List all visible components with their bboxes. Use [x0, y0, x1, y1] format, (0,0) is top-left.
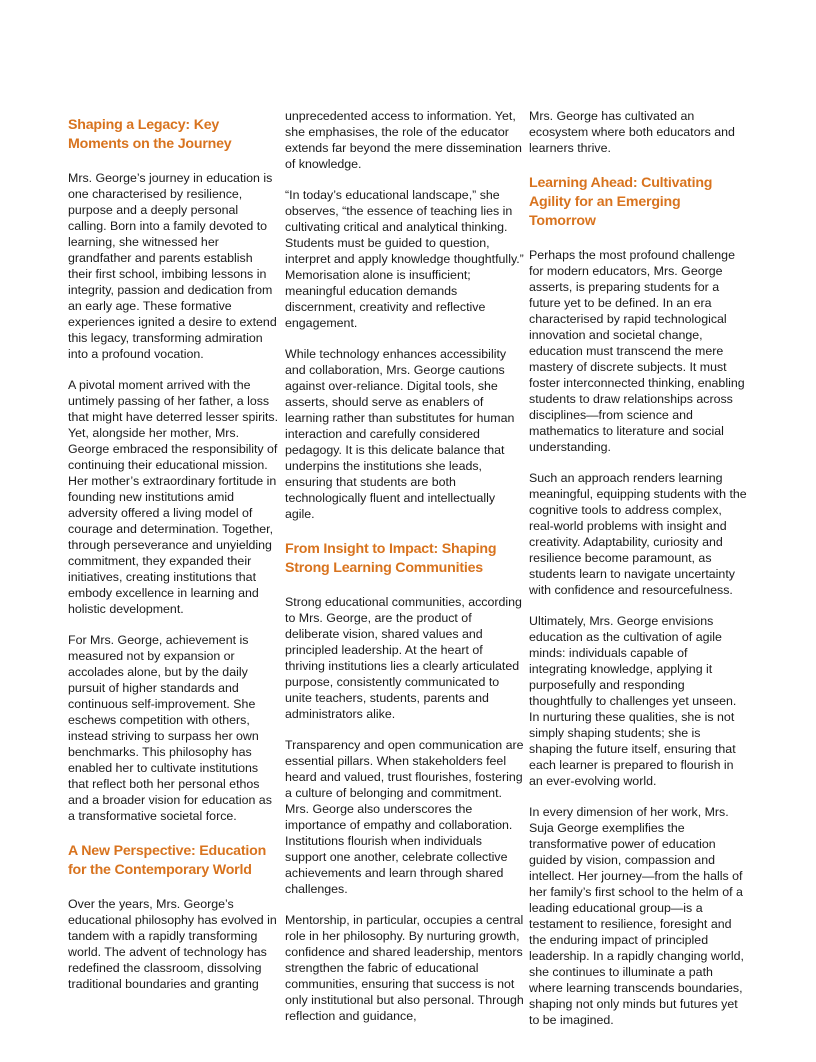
paragraph: Transparency and open communication are essential pillars. When stakeholders feel heard and valued, trust flourishes, fostering a culture of belonging and commitment. Mrs. George also underscores the importance of empathy and collaboration. Institutions flourish when individuals support one another, celebrate collective achievements and learn through shared challenges.: [285, 738, 524, 896]
paragraph: Such an approach renders learning meaningful, equipping students with the cognitive tools to address complex, real-world problems with insight and creativity. Adaptability, curiosity and resilience become paramount, as students learn to navigate uncertainty with confidence and resourcefulness.: [529, 471, 747, 597]
paragraph: While technology enhances accessibility and collaboration, Mrs. George cautions against over-reliance. Digital tools, she asserts, should serve as enablers of learning rather than substitutes for human interaction and carefully considered pedagogy. It is this delicate balance that underpins the institutions she leads, ensuring that students are both technologically fluent and intellectually agile.: [285, 347, 515, 521]
paragraph: Strong educational communities, according to Mrs. George, are the product of deliberate vision, shared values and principled leadership. At the heart of thriving institutions lies a clearly articulated purpose, consistently communicated to unite teachers, students, parents and administrators alike.: [285, 595, 522, 721]
paragraph: Mentorship, in particular, occupies a central role in her philosophy. By nurturing growth, confidence and shared leadership, mentors strengthen the fabric of educational communities, ensuring that success is not only institutional but also personal. Through reflection and guidance,: [285, 913, 524, 1023]
column-middle: [285, 108, 525, 1039]
paragraph: In every dimension of her work, Mrs. Suja George exemplifies the transformative power of education guided by vision, compassion and intellect. Her journey—from the halls of her family’s first school to the helm of a leading educational group—is a testament to resilience, foresight and the enduring impact of principled leadership. In a rapidly changing world, she continues to illuminate a path where learning transcends boundaries, shaping not only minds but futures yet to be imagined.: [529, 805, 744, 1027]
column-right: [529, 108, 747, 1043]
section-heading-new-perspective: A New Perspective: Education for the Contemporary World: [68, 843, 267, 878]
paragraph: Mrs. George’s journey in education is one characterised by resilience, purpose and a deeply personal calling. Born into a family devoted to learning, she witnessed her grandfather and parents establish their first school, imbibing lessons in integrity, passion and dedication from an early age. These formative experiences ignited a desire to extend this legacy, transforming admiration into a profound vocation.: [68, 171, 277, 361]
paragraph: Ultimately, Mrs. George envisions education as the cultivation of agile minds: individuals capable of integrating knowledge, applying it purposefully and responding thoughtfully to challenges yet unseen. In nurturing these qualities, she is not simply shaping students; she is shaping the future itself, ensuring that each learner is prepared to flourish in an ever-evolving world.: [529, 614, 737, 788]
paragraph: A pivotal moment arrived with the untimely passing of her father, a loss that might have deterred lesser spirits. Yet, alongside her mother, Mrs. George embraced the responsibility of continuing their educational mission. Her mother’s extraordinary fortitude in founding new institutions amid adversity offered a living model of courage and determination. Together, through perseverance and unyielding commitment, they expanded their initiatives, creating institutions that embody excellence in learning and holistic development.: [68, 378, 279, 616]
section-heading-shaping-legacy: Shaping a Legacy: Key Moments on the Journey: [68, 117, 232, 152]
paragraph: Over the years, Mrs. George’s educational philosophy has evolved in tandem with a rapidly transforming world. The advent of technology has redefined the classroom, dissolving traditional boundaries and granting: [68, 897, 277, 991]
column-left: [68, 116, 280, 1007]
section-heading-insight-to-impact: From Insight to Impact: Shaping Strong Learning Communities: [285, 541, 497, 576]
section-heading-learning-ahead: Learning Ahead: Cultivating Agility for an Emerging Tomorrow: [529, 175, 713, 229]
paragraph: unprecedented access to information. Yet, she emphasises, the role of the educator extends far beyond the mere dissemination of knowledge.: [285, 109, 522, 171]
paragraph: “In today’s educational landscape,” she observes, “the essence of teaching lies in cultivating critical and analytical thinking. Students must be guided to question, interpret and apply knowledge thoughtfully.” Memorisation alone is insufficient; meaningful education demands discernment, creativity and reflective engagement.: [285, 188, 524, 330]
paragraph: Perhaps the most profound challenge for modern educators, Mrs. George asserts, is preparing students for a future yet to be defined. In an era characterised by rapid technological innovation and societal change, education must transcend the mere mastery of discrete subjects. It must foster interconnected thinking, enabling students to draw relationships across disciplines—from science and mathematics to literature and social understanding.: [529, 248, 745, 454]
paragraph: Mrs. George has cultivated an ecosystem where both educators and learners thrive.: [529, 109, 735, 155]
paragraph: For Mrs. George, achievement is measured not by expansion or accolades alone, but by the daily pursuit of higher standards and continuous self-improvement. She eschews competition with others, instead striving to surpass her own benchmarks. This philosophy has enabled her to cultivate institutions that reflect both her personal ethos and a broader vision for education as a transformative societal force.: [68, 633, 272, 823]
